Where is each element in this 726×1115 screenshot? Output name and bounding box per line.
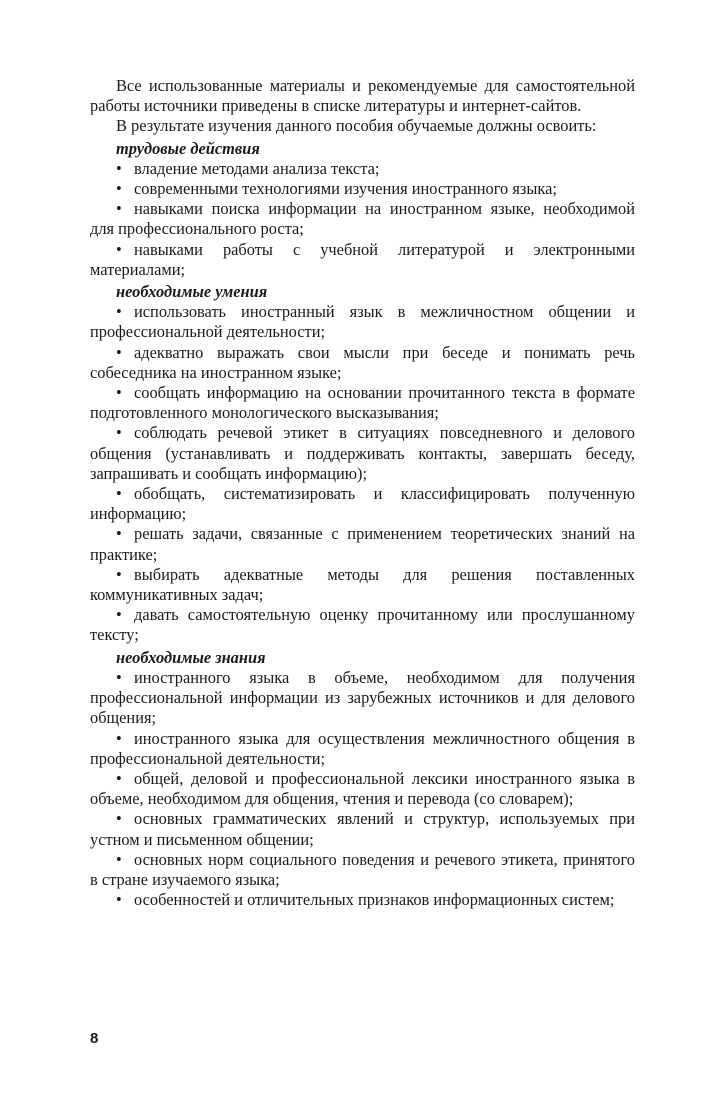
bullet-icon: • bbox=[116, 564, 122, 584]
list-item bbox=[90, 809, 635, 849]
section-heading: трудовые действия bbox=[116, 138, 260, 158]
list-item bbox=[90, 524, 635, 564]
list-item-text: владение методами анализа текста; bbox=[134, 158, 380, 178]
bullet-icon: • bbox=[116, 423, 122, 443]
list-item-text: использовать иностранный язык в межличностном общении и профессиональной деятельности; bbox=[90, 302, 635, 342]
page-body bbox=[90, 76, 635, 910]
list-item-text: адекватно выражать свои мысли при беседе и понимать речь собеседника на иностранном языке; bbox=[90, 342, 635, 382]
page-number: 8 bbox=[90, 1030, 99, 1047]
intro-paragraph-1: Все использованные материалы и рекомендуемые для самостоятельной работы источники приведены в списке литературы и интернет-сайтов. bbox=[90, 76, 635, 116]
list-item-text: иностранного языка для осуществления межличностного общения в профессиональной деятельности; bbox=[90, 728, 635, 768]
list-item bbox=[90, 565, 635, 605]
list-item-text: основных грамматических явлений и структур, используемых при устном и письменном общении; bbox=[90, 809, 635, 849]
list-item bbox=[90, 240, 635, 280]
bullet-icon: • bbox=[116, 302, 122, 322]
list-item-text: навыками работы с учебной литературой и электронными материалами; bbox=[90, 239, 635, 279]
list-item bbox=[90, 159, 635, 179]
list-item bbox=[90, 850, 635, 890]
bullet-icon: • bbox=[116, 484, 122, 504]
bullet-icon: • bbox=[116, 158, 122, 178]
list-item-text: основных норм социального поведения и речевого этикета, принятого в стране изучаемого языка; bbox=[90, 849, 635, 889]
bullet-icon: • bbox=[116, 605, 122, 625]
bullet-icon: • bbox=[116, 809, 122, 829]
bullet-icon: • bbox=[116, 179, 122, 199]
list-item bbox=[90, 605, 635, 645]
bullet-icon: • bbox=[116, 239, 122, 259]
list-item-text: иностранного языка в объеме, необходимом для получения профессиональной информации из зарубежных источников и для делового общения; bbox=[90, 667, 635, 728]
list-item-text: соблюдать речевой этикет в ситуациях повседневного и делового общения (устанавливать и поддерживать контакты, завершать беседу, запрашивать и сообщать информацию); bbox=[90, 423, 635, 483]
list-item bbox=[90, 769, 635, 809]
list-item-text: решать задачи, связанные с применением теоретических знаний на практике; bbox=[90, 524, 635, 564]
bullet-icon: • bbox=[116, 849, 122, 869]
bullet-icon: • bbox=[116, 199, 122, 219]
bullet-icon: • bbox=[116, 667, 122, 687]
bullet-icon: • bbox=[116, 524, 122, 544]
list-item-text: сообщать информацию на основании прочитанного текста в формате подготовленного монологического высказывания; bbox=[90, 383, 635, 423]
list-item-text: навыками поиска информации на иностранном языке, необходимой для профессионального роста; bbox=[90, 199, 635, 239]
bullet-icon: • bbox=[116, 768, 122, 788]
section-heading: необходимые знания bbox=[116, 647, 266, 667]
bullet-icon: • bbox=[116, 728, 122, 748]
list-item bbox=[90, 668, 635, 729]
list-item bbox=[90, 423, 635, 484]
list-item bbox=[90, 343, 635, 383]
list-item-text: обобщать, систематизировать и классифицировать полученную информацию; bbox=[90, 484, 635, 524]
list-item-text: выбирать адекватные методы для решения поставленных коммуникативных задач; bbox=[90, 564, 635, 605]
list-item-text: общей, деловой и профессиональной лексики иностранного языка в объеме, необходимом для общения, чтения и перевода (со словарем); bbox=[90, 768, 635, 809]
sections-container bbox=[90, 139, 635, 911]
list-item bbox=[90, 383, 635, 423]
list-item bbox=[90, 729, 635, 769]
section-heading: необходимые умения bbox=[116, 282, 268, 302]
list-item-text: давать самостоятельную оценку прочитанному или прослушанному тексту; bbox=[90, 605, 635, 645]
list-item-text: особенностей и отличительных признаков информационных систем; bbox=[134, 890, 615, 910]
list-item bbox=[90, 484, 635, 524]
list-item bbox=[90, 302, 635, 342]
intro-paragraph-2: В результате изучения данного пособия обучаемые должны освоить: bbox=[116, 116, 597, 136]
bullet-icon: • bbox=[116, 383, 122, 403]
list-item bbox=[90, 890, 635, 910]
bullet-icon: • bbox=[116, 342, 122, 362]
list-item bbox=[90, 199, 635, 239]
list-item bbox=[90, 179, 635, 199]
bullet-icon: • bbox=[116, 890, 122, 910]
list-item-text: современными технологиями изучения иностранного языка; bbox=[134, 179, 557, 199]
